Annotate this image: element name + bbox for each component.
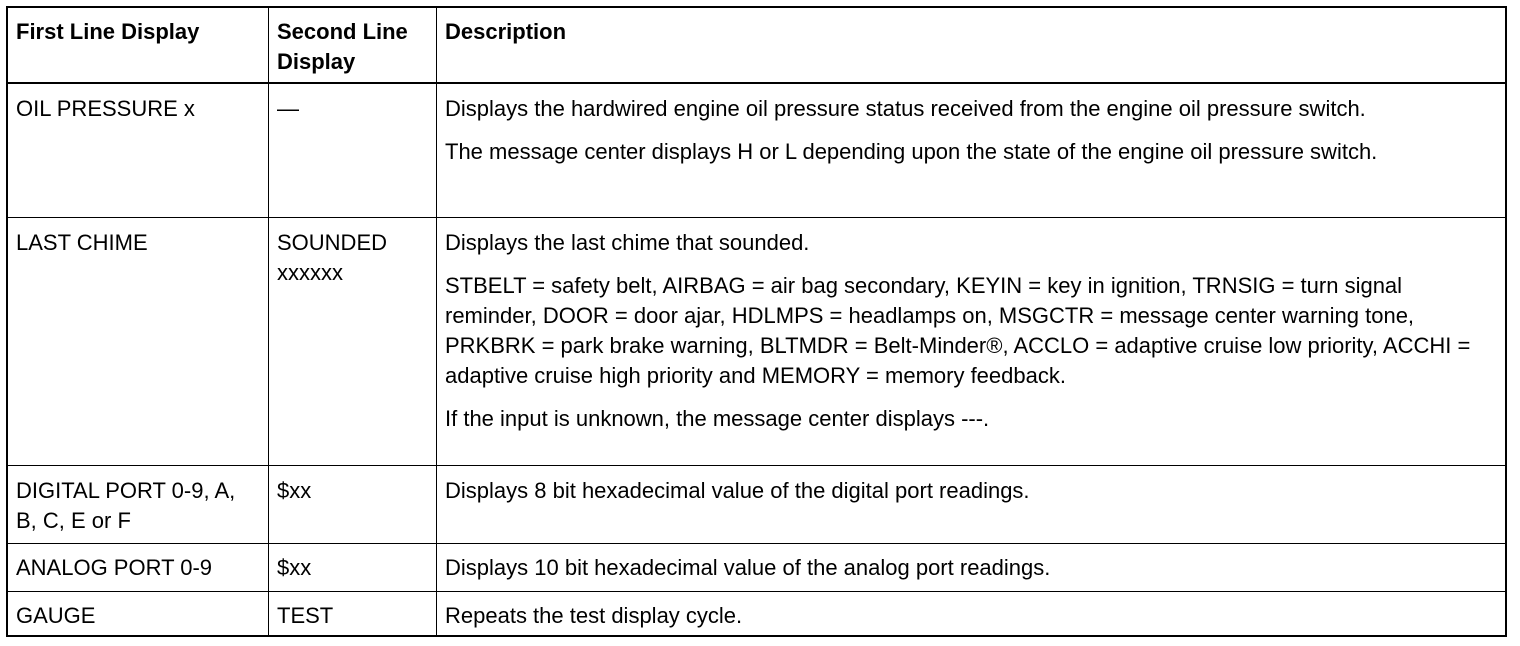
row-oil-pressure-second: —: [269, 84, 437, 218]
header-first-line-display: First Line Display: [8, 8, 269, 84]
row-digital-port-description: [437, 466, 1505, 544]
description-paragraph: Displays the last chime that sounded.: [445, 230, 810, 255]
header-description: Description: [437, 8, 1505, 84]
row-analog-port-second: $xx: [269, 544, 437, 592]
diagnostic-display-table: [6, 6, 1507, 637]
row-last-chime-first: LAST CHIME: [8, 218, 269, 466]
row-oil-pressure-description: [437, 84, 1505, 218]
row-digital-port-first: DIGITAL PORT 0-9, A, B, C, E or F: [8, 466, 269, 544]
row-gauge-description: [437, 592, 1505, 637]
row-gauge-first: GAUGE: [8, 592, 269, 637]
description-paragraph: STBELT = safety belt, AIRBAG = air bag secondary, KEYIN = key in ignition, TRNSIG = turn signal reminder, DOOR = door ajar, HDLMPS = headlamps on, MSGCTR = message center warning tone, PRKBRK = park brake warning, BLTMDR = Belt-Minder®, ACCLO = adaptive cruise low priority, ACCHI = adaptive cruise high priority and MEMORY = memory feedback.: [445, 273, 1471, 388]
description-paragraph: Displays 8 bit hexadecimal value of the digital port readings.: [445, 478, 1030, 503]
row-last-chime-description: [437, 218, 1505, 466]
description-paragraph: Repeats the test display cycle.: [445, 603, 743, 628]
row-last-chime-second: SOUNDED xxxxxx: [269, 218, 437, 466]
description-paragraph: The message center displays H or L depending upon the state of the engine oil pressure switch.: [445, 139, 1378, 164]
row-oil-pressure-first: OIL PRESSURE x: [8, 84, 269, 218]
description-paragraph: If the input is unknown, the message center displays ---.: [445, 406, 990, 431]
description-paragraph: Displays 10 bit hexadecimal value of the analog port readings.: [445, 555, 1051, 580]
description-paragraph: Displays the hardwired engine oil pressure status received from the engine oil pressure switch.: [445, 96, 1366, 121]
row-gauge-second: TEST: [269, 592, 437, 637]
row-analog-port-first: ANALOG PORT 0-9: [8, 544, 269, 592]
header-second-line-display: Second Line Display: [269, 8, 437, 84]
row-analog-port-description: [437, 544, 1505, 592]
row-digital-port-second: $xx: [269, 466, 437, 544]
